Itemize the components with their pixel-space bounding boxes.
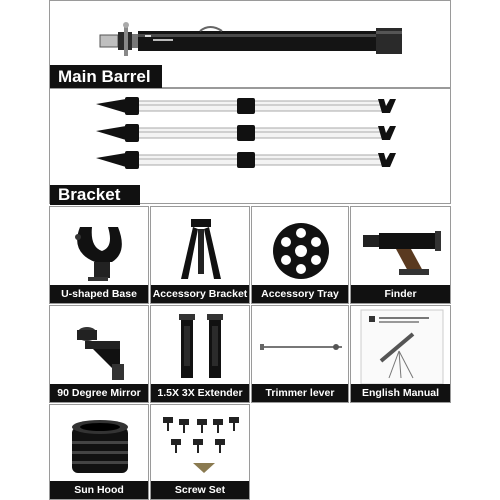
screw-set-icon [151,405,251,483]
item-label: 1.5X 3X Extender [151,384,249,402]
accessory-bracket-icon [151,207,251,287]
item-label: U-shaped Base [50,285,148,303]
item-trimmer-lever [251,305,349,403]
finder-scope-icon [351,207,452,287]
item-finder [350,206,451,304]
accessory-tray-icon [252,207,350,287]
item-label: Sun Hood [50,481,148,499]
item-accessory-tray [251,206,349,304]
extender-tubes-icon [151,306,251,386]
item-label: English Manual [351,384,450,402]
item-accessory-bracket [150,206,250,304]
u-shaped-base-icon [50,207,150,287]
main-barrel-panel [49,0,451,88]
item-screw-set [150,404,250,500]
item-extender [150,305,250,403]
diagonal-mirror-icon [50,306,150,386]
bracket-label: Bracket [50,185,140,205]
trimmer-lever-icon [252,306,350,386]
bracket-panel [49,88,451,204]
item-label: 90 Degree Mirror [50,384,148,402]
sun-hood-icon [50,405,150,483]
item-label: Accessory Tray [252,285,348,303]
item-sun-hood [49,404,149,500]
item-label: Screw Set [151,481,249,499]
item-label: Accessory Bracket [151,285,249,303]
item-label: Trimmer lever [252,384,348,402]
manual-icon [351,306,452,386]
item-english-manual [350,305,451,403]
main-barrel-label: Main Barrel [50,65,162,89]
item-90-degree-mirror [49,305,149,403]
item-label: Finder [351,285,450,303]
item-u-shaped-base [49,206,149,304]
